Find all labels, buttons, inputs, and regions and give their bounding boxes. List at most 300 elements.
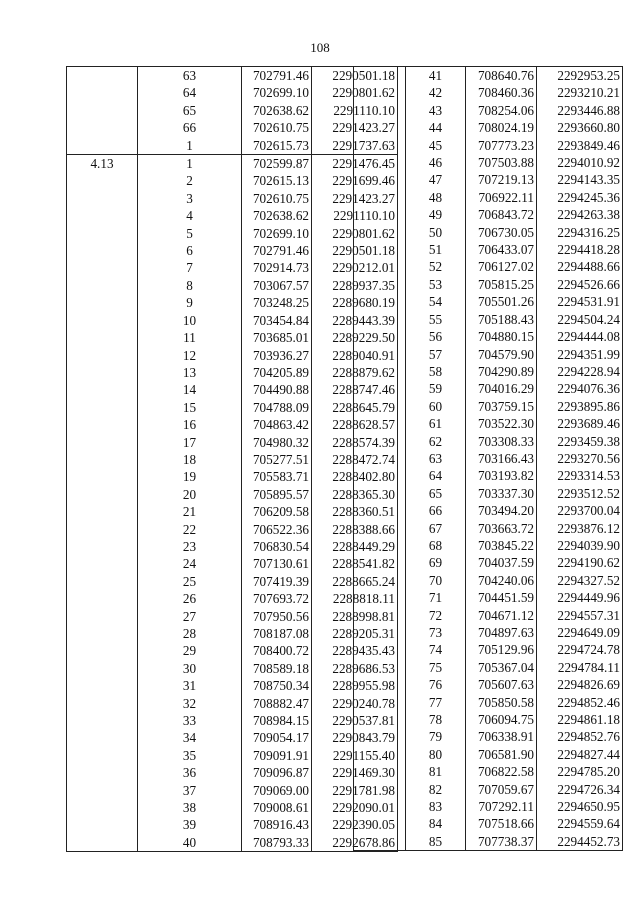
point-number: 4: [138, 207, 242, 224]
x-coordinate: 702610.75: [242, 119, 312, 136]
y-coordinate: 2294785.20: [537, 763, 623, 780]
x-coordinate: 703936.27: [242, 347, 312, 364]
x-coordinate: 704671.12: [466, 607, 537, 624]
x-coordinate: 706822.58: [466, 763, 537, 780]
point-number: 15: [138, 399, 242, 416]
x-coordinate: 709069.00: [242, 782, 312, 799]
row-label: [354, 189, 406, 206]
y-coordinate: 2294327.52: [537, 572, 623, 589]
table-row: [354, 293, 623, 310]
y-coordinate: 2293210.21: [537, 84, 623, 101]
point-number: 37: [138, 782, 242, 799]
x-coordinate: 705129.96: [466, 641, 537, 658]
row-label: [354, 311, 406, 328]
point-number: 27: [138, 608, 242, 625]
y-coordinate: 2288388.66: [312, 521, 398, 538]
x-coordinate: 704980.32: [242, 434, 312, 451]
y-coordinate: 2290501.18: [312, 67, 398, 85]
point-number: 6: [138, 242, 242, 259]
y-coordinate: 2294504.24: [537, 311, 623, 328]
x-coordinate: 705501.26: [466, 293, 537, 310]
x-coordinate: 702791.46: [242, 67, 312, 85]
y-coordinate: 2293700.04: [537, 502, 623, 519]
point-number: 12: [138, 347, 242, 364]
x-coordinate: 702599.87: [242, 155, 312, 173]
point-number: 50: [406, 224, 466, 241]
table-row: [67, 503, 398, 520]
row-label: [67, 486, 138, 503]
y-coordinate: 2294861.18: [537, 711, 623, 728]
y-coordinate: 2294452.73: [537, 833, 623, 851]
row-label: [67, 329, 138, 346]
table-row: [354, 206, 623, 223]
point-number: 71: [406, 589, 466, 606]
point-number: 34: [138, 729, 242, 746]
x-coordinate: 708460.36: [466, 84, 537, 101]
y-coordinate: 2291423.27: [312, 190, 398, 207]
row-label: 4.13: [67, 155, 138, 173]
row-label: [354, 241, 406, 258]
point-number: 40: [138, 834, 242, 852]
row-label: [354, 833, 406, 851]
y-coordinate: 2294228.94: [537, 363, 623, 380]
x-coordinate: 704451.59: [466, 589, 537, 606]
point-number: 33: [138, 712, 242, 729]
table-row: [354, 728, 623, 745]
x-coordinate: 704016.29: [466, 380, 537, 397]
table-row: [67, 486, 398, 503]
x-coordinate: 703337.30: [466, 485, 537, 502]
y-coordinate: 2291469.30: [312, 764, 398, 781]
row-label: [354, 572, 406, 589]
y-coordinate: 2289229.50: [312, 329, 398, 346]
x-coordinate: 703454.84: [242, 312, 312, 329]
y-coordinate: 2288472.74: [312, 451, 398, 468]
table-row: [354, 415, 623, 432]
table-row: [67, 347, 398, 364]
table-row: [67, 695, 398, 712]
point-number: 82: [406, 781, 466, 798]
x-coordinate: 705583.71: [242, 468, 312, 485]
point-number: 78: [406, 711, 466, 728]
table-row: [354, 241, 623, 258]
point-number: 23: [138, 538, 242, 555]
y-coordinate: 2293314.53: [537, 467, 623, 484]
y-coordinate: 2290801.62: [312, 225, 398, 242]
x-coordinate: 702615.73: [242, 137, 312, 155]
table-row: [354, 102, 623, 119]
table-row: [354, 537, 623, 554]
x-coordinate: 703193.82: [466, 467, 537, 484]
y-coordinate: 2293512.52: [537, 485, 623, 502]
y-coordinate: 2289205.31: [312, 625, 398, 642]
y-coordinate: 2294245.36: [537, 189, 623, 206]
table-row: [354, 67, 623, 85]
y-coordinate: 2294559.64: [537, 815, 623, 832]
y-coordinate: 2289937.35: [312, 277, 398, 294]
row-label: [67, 434, 138, 451]
row-label: [354, 119, 406, 136]
x-coordinate: 704579.90: [466, 346, 537, 363]
y-coordinate: 2294726.34: [537, 781, 623, 798]
row-label: [67, 660, 138, 677]
row-label: [67, 834, 138, 852]
x-coordinate: 702699.10: [242, 225, 312, 242]
y-coordinate: 2289443.39: [312, 312, 398, 329]
row-label: [354, 798, 406, 815]
point-number: 64: [406, 467, 466, 484]
y-coordinate: 2291110.10: [312, 102, 398, 119]
y-coordinate: 2288365.30: [312, 486, 398, 503]
point-number: 21: [138, 503, 242, 520]
point-number: 77: [406, 694, 466, 711]
point-number: 72: [406, 607, 466, 624]
table-row: [354, 746, 623, 763]
y-coordinate: 2289686.53: [312, 660, 398, 677]
table-row: [67, 381, 398, 398]
row-label: [67, 84, 138, 101]
row-label: [67, 312, 138, 329]
row-label: [354, 293, 406, 310]
row-label: [354, 363, 406, 380]
point-number: 75: [406, 659, 466, 676]
point-number: 73: [406, 624, 466, 641]
row-label: [67, 416, 138, 433]
x-coordinate: 702615.13: [242, 172, 312, 189]
table-row: [67, 67, 398, 85]
table-row: [354, 363, 623, 380]
table-row: [354, 815, 623, 832]
x-coordinate: 708916.43: [242, 816, 312, 833]
row-label: [354, 607, 406, 624]
point-number: 44: [406, 119, 466, 136]
row-label: [354, 137, 406, 154]
y-coordinate: 2288449.29: [312, 538, 398, 555]
x-coordinate: 705188.43: [466, 311, 537, 328]
row-label: [354, 485, 406, 502]
point-number: 38: [138, 799, 242, 816]
row-label: [354, 380, 406, 397]
y-coordinate: 2294449.96: [537, 589, 623, 606]
x-coordinate: 704897.63: [466, 624, 537, 641]
row-label: [354, 589, 406, 606]
x-coordinate: 708254.06: [466, 102, 537, 119]
point-number: 80: [406, 746, 466, 763]
point-number: 16: [138, 416, 242, 433]
row-label: [67, 782, 138, 799]
point-number: 43: [406, 102, 466, 119]
y-coordinate: 2294010.92: [537, 154, 623, 171]
x-coordinate: 708400.72: [242, 642, 312, 659]
y-coordinate: 2294557.31: [537, 607, 623, 624]
point-number: 25: [138, 573, 242, 590]
page-number: 108: [310, 40, 330, 55]
x-coordinate: 704863.42: [242, 416, 312, 433]
y-coordinate: 2294444.08: [537, 328, 623, 345]
row-label: [354, 102, 406, 119]
y-coordinate: 2294531.91: [537, 293, 623, 310]
row-label: [67, 277, 138, 294]
row-label: [354, 398, 406, 415]
point-number: 10: [138, 312, 242, 329]
x-coordinate: 702638.62: [242, 102, 312, 119]
row-label: [67, 451, 138, 468]
table-row: [67, 259, 398, 276]
row-label: [354, 676, 406, 693]
table-row: [354, 554, 623, 571]
y-coordinate: 2290843.79: [312, 729, 398, 746]
table-row: [67, 573, 398, 590]
y-coordinate: 2291781.98: [312, 782, 398, 799]
x-coordinate: 708882.47: [242, 695, 312, 712]
x-coordinate: 707950.56: [242, 608, 312, 625]
y-coordinate: 2293270.56: [537, 450, 623, 467]
row-label: [354, 711, 406, 728]
table-row: [354, 224, 623, 241]
table-row: [67, 434, 398, 451]
y-coordinate: 2289040.91: [312, 347, 398, 364]
table-row: [67, 312, 398, 329]
x-coordinate: 703522.30: [466, 415, 537, 432]
y-coordinate: 2294143.35: [537, 171, 623, 188]
x-coordinate: 702791.46: [242, 242, 312, 259]
x-coordinate: 706433.07: [466, 241, 537, 258]
row-label: [67, 729, 138, 746]
table-row: [67, 677, 398, 694]
x-coordinate: 703067.57: [242, 277, 312, 294]
x-coordinate: 707773.23: [466, 137, 537, 154]
row-label: [67, 190, 138, 207]
y-coordinate: 2293459.38: [537, 433, 623, 450]
x-coordinate: 706730.05: [466, 224, 537, 241]
table-row: [67, 137, 398, 155]
table-row: [354, 833, 623, 851]
table-row: [354, 154, 623, 171]
row-label: [354, 206, 406, 223]
y-coordinate: 2294316.25: [537, 224, 623, 241]
point-number: 31: [138, 677, 242, 694]
row-label: [354, 467, 406, 484]
y-coordinate: 2291110.10: [312, 207, 398, 224]
y-coordinate: 2288818.11: [312, 590, 398, 607]
table-row: [67, 782, 398, 799]
y-coordinate: 2294784.11: [537, 659, 623, 676]
x-coordinate: 703494.20: [466, 502, 537, 519]
row-label: [354, 154, 406, 171]
point-number: 84: [406, 815, 466, 832]
x-coordinate: 708793.33: [242, 834, 312, 852]
x-coordinate: 709091.91: [242, 747, 312, 764]
y-coordinate: 2290537.81: [312, 712, 398, 729]
point-number: 63: [406, 450, 466, 467]
y-coordinate: 2294351.99: [537, 346, 623, 363]
x-coordinate: 705607.63: [466, 676, 537, 693]
y-coordinate: 2292678.86: [312, 834, 398, 852]
y-coordinate: 2294724.78: [537, 641, 623, 658]
table-row: [354, 711, 623, 728]
table-row: [354, 328, 623, 345]
x-coordinate: 703663.72: [466, 520, 537, 537]
row-label: [354, 433, 406, 450]
x-coordinate: 707518.66: [466, 815, 537, 832]
point-number: 3: [138, 190, 242, 207]
point-number: 28: [138, 625, 242, 642]
table-row: [354, 119, 623, 136]
point-number: 39: [138, 816, 242, 833]
table-row: [67, 521, 398, 538]
x-coordinate: 705367.04: [466, 659, 537, 676]
x-coordinate: 705850.58: [466, 694, 537, 711]
y-coordinate: 2290501.18: [312, 242, 398, 259]
y-coordinate: 2293446.88: [537, 102, 623, 119]
table-row: [67, 625, 398, 642]
point-number: 58: [406, 363, 466, 380]
row-label: [354, 224, 406, 241]
point-number: 42: [406, 84, 466, 101]
point-number: 9: [138, 294, 242, 311]
point-number: 79: [406, 728, 466, 745]
point-number: 24: [138, 555, 242, 572]
table-row: [67, 190, 398, 207]
point-number: 66: [138, 119, 242, 136]
x-coordinate: 703166.43: [466, 450, 537, 467]
row-label: [67, 816, 138, 833]
row-label: [67, 764, 138, 781]
table-row: [67, 608, 398, 625]
point-number: 59: [406, 380, 466, 397]
row-label: [67, 677, 138, 694]
y-coordinate: 2294488.66: [537, 258, 623, 275]
row-label: [354, 276, 406, 293]
y-coordinate: 2289435.43: [312, 642, 398, 659]
row-label: [67, 381, 138, 398]
point-number: 60: [406, 398, 466, 415]
table-row: [354, 276, 623, 293]
point-number: 61: [406, 415, 466, 432]
point-number: 41: [406, 67, 466, 85]
x-coordinate: 704037.59: [466, 554, 537, 571]
y-coordinate: 2288628.57: [312, 416, 398, 433]
table-row: [354, 624, 623, 641]
point-number: 48: [406, 189, 466, 206]
table-row: [354, 676, 623, 693]
row-label: [67, 712, 138, 729]
table-row: [354, 763, 623, 780]
table-row: [354, 380, 623, 397]
y-coordinate: 2294076.36: [537, 380, 623, 397]
x-coordinate: 702914.73: [242, 259, 312, 276]
table-row: [67, 119, 398, 136]
y-coordinate: 2292953.25: [537, 67, 623, 85]
table-row: [354, 137, 623, 154]
row-label: [354, 67, 406, 85]
x-coordinate: 706581.90: [466, 746, 537, 763]
x-coordinate: 706830.54: [242, 538, 312, 555]
point-number: 45: [406, 137, 466, 154]
x-coordinate: 706127.02: [466, 258, 537, 275]
y-coordinate: 2288360.51: [312, 503, 398, 520]
table-row: [354, 607, 623, 624]
row-label: [67, 67, 138, 85]
x-coordinate: 706209.58: [242, 503, 312, 520]
point-number: 83: [406, 798, 466, 815]
row-label: [354, 781, 406, 798]
point-number: 49: [406, 206, 466, 223]
y-coordinate: 2294649.09: [537, 624, 623, 641]
x-coordinate: 705815.25: [466, 276, 537, 293]
point-number: 14: [138, 381, 242, 398]
x-coordinate: 704788.09: [242, 399, 312, 416]
y-coordinate: 2288402.80: [312, 468, 398, 485]
point-number: 68: [406, 537, 466, 554]
point-number: 5: [138, 225, 242, 242]
row-label: [67, 799, 138, 816]
x-coordinate: 704290.89: [466, 363, 537, 380]
table-row: [67, 538, 398, 555]
x-coordinate: 709008.61: [242, 799, 312, 816]
y-coordinate: 2288541.82: [312, 555, 398, 572]
table-row: [354, 84, 623, 101]
y-coordinate: 2288747.46: [312, 381, 398, 398]
y-coordinate: 2294418.28: [537, 241, 623, 258]
point-number: 1: [138, 137, 242, 155]
table-row: [354, 694, 623, 711]
row-label: [67, 119, 138, 136]
table-row: [354, 467, 623, 484]
row-label: [67, 695, 138, 712]
x-coordinate: 707419.39: [242, 573, 312, 590]
table-row: [354, 450, 623, 467]
point-number: 56: [406, 328, 466, 345]
x-coordinate: 708750.34: [242, 677, 312, 694]
table-row: [354, 398, 623, 415]
y-coordinate: 2291155.40: [312, 747, 398, 764]
y-coordinate: 2294526.66: [537, 276, 623, 293]
table-row: [354, 189, 623, 206]
row-label: [67, 225, 138, 242]
y-coordinate: 2291423.27: [312, 119, 398, 136]
table-row: [67, 642, 398, 659]
row-label: [67, 625, 138, 642]
point-number: 35: [138, 747, 242, 764]
row-label: [354, 415, 406, 432]
table-row: [354, 346, 623, 363]
y-coordinate: 2290801.62: [312, 84, 398, 101]
x-coordinate: 702699.10: [242, 84, 312, 101]
row-label: [354, 554, 406, 571]
point-number: 2: [138, 172, 242, 189]
table-row: [67, 834, 398, 852]
row-label: [67, 172, 138, 189]
y-coordinate: 2291737.63: [312, 137, 398, 155]
point-number: 85: [406, 833, 466, 851]
y-coordinate: 2293689.46: [537, 415, 623, 432]
point-number: 51: [406, 241, 466, 258]
y-coordinate: 2294190.62: [537, 554, 623, 571]
y-coordinate: 2288665.24: [312, 573, 398, 590]
x-coordinate: 703845.22: [466, 537, 537, 554]
coordinate-table-right: [353, 66, 623, 851]
table-row: [67, 451, 398, 468]
y-coordinate: 2293660.80: [537, 119, 623, 136]
table-row: [354, 572, 623, 589]
table-row: [354, 171, 623, 188]
y-coordinate: 2289955.98: [312, 677, 398, 694]
point-number: 67: [406, 520, 466, 537]
point-number: 32: [138, 695, 242, 712]
row-label: [354, 171, 406, 188]
y-coordinate: 2294650.95: [537, 798, 623, 815]
